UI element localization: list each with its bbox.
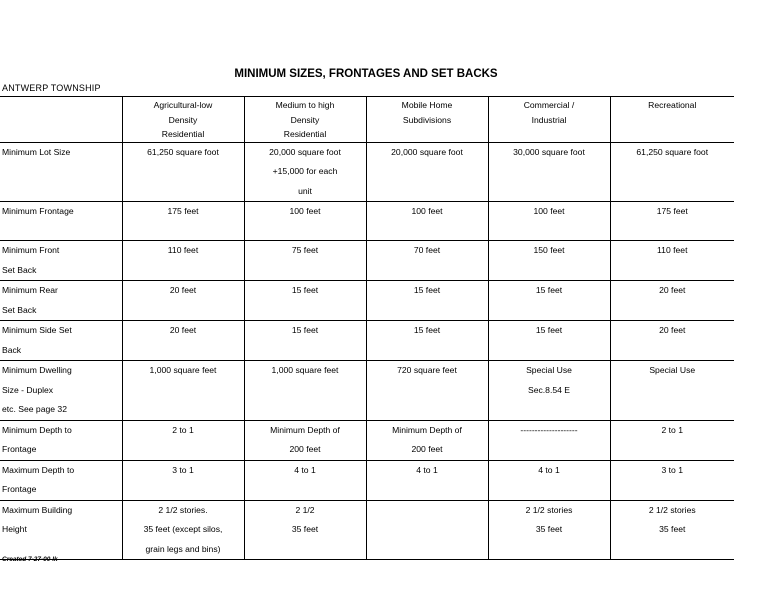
table-cell [366,460,488,500]
table-cell-line: 175 feet [167,206,199,216]
table-cell-line: Minimum Depth of [270,424,340,435]
table-cell-line: 200 feet [411,444,443,454]
table-cell [244,202,366,241]
table-cell-line: 20 feet [169,325,197,335]
row-label-line: Set Back [2,264,37,275]
table-cell [366,361,488,421]
table-cell [610,460,734,500]
table-cell [122,202,244,241]
table-cell-line: 720 square feet [397,365,457,375]
row-label-line: Height [2,524,27,534]
table-cell-line: 15 feet [535,325,563,335]
table-cell-line: 100 feet [533,206,565,216]
header-blank-cell [0,97,122,143]
table-cell [610,241,734,281]
table-cell-line: 110 feet [167,245,199,255]
table-cell [122,321,244,361]
table-cell-line: 20 feet [169,285,197,295]
table-cell-line: 20 feet [659,285,686,295]
table-cell-line: 35 feet [659,524,686,534]
table-cell [366,241,488,281]
table-cell-line: 75 feet [291,245,319,255]
table-row [0,361,734,421]
column-header [122,97,244,143]
column-header [610,97,734,143]
table-cell [488,420,610,460]
table-cell-line: Special Use [649,365,696,375]
table-cell-line: Special Use [526,365,572,375]
table-cell [366,321,488,361]
table-cell-line: 15 feet [413,325,441,335]
table-cell-line: 15 feet [291,325,319,335]
table-cell-line: 4 to 1 [294,464,316,475]
table-cell-line: 35 feet (except silos, [143,524,223,534]
table-cell [244,500,366,560]
row-label-line: Size - Duplex [2,384,54,395]
table-row [0,241,734,281]
setbacks-table [0,96,734,560]
table-row [0,142,734,202]
column-header-line: Recreational [648,100,697,110]
table-cell-line: 2 to 1 [172,424,194,435]
table-cell [244,241,366,281]
column-header-line: Mobile Home [401,100,453,110]
table-cell-line: 1,000 square feet [271,365,339,375]
table-cell [488,142,610,202]
table-cell [122,361,244,421]
table-row [0,420,734,460]
row-label-line: Frontage [2,484,37,494]
table-cell-line: 1,000 square feet [149,365,217,375]
row-label-line: Set Back [2,304,37,315]
table-cell-line: grain legs and bins) [145,543,221,554]
table-cell [610,500,734,560]
header-row [0,97,734,143]
organization-name: ANTWERP TOWNSHIP [2,83,101,93]
table-cell-line: 30,000 square foot [513,146,585,157]
table-cell-line: +15,000 for each [272,166,338,176]
table-cell-line: 35 feet [291,524,319,534]
row-label-line: etc. See page 32 [2,404,67,414]
table-row [0,321,734,361]
table-cell [244,361,366,421]
column-header-line: Industrial [531,114,567,125]
table-cell [122,420,244,460]
table-cell-line: 15 feet [535,285,563,295]
table-cell-line: 61,250 square foot [147,146,219,157]
table-cell [610,321,734,361]
row-label-line: Minimum Side Set [2,325,72,335]
table-cell-line: Sec.8.54 E [527,384,571,395]
row-label-line: Back [2,344,22,355]
column-header [366,97,488,143]
row-label-line: Minimum Front [2,245,60,255]
table-cell-line: 61,250 square foot [636,146,709,157]
row-label [0,420,122,460]
table-cell [610,142,734,202]
table-cell [366,281,488,321]
table-cell-line: 4 to 1 [538,464,560,475]
row-label [0,361,122,421]
row-label-line: Minimum Rear [2,285,58,295]
table-cell-line: 2 1/2 stories. [158,504,208,515]
footer-note: Created 7-27-00 lk [2,556,58,563]
table-cell [244,281,366,321]
document-title: MINIMUM SIZES, FRONTAGES AND SET BACKS [234,68,498,80]
row-label [0,281,122,321]
table-cell-line: 100 feet [289,206,321,216]
column-header-line: Density [290,114,320,125]
row-label [0,460,122,500]
column-header-line: Commercial / [523,100,575,110]
table-cell [366,420,488,460]
row-label-line: Minimum Frontage [2,206,74,216]
table-cell-line: 200 feet [289,444,321,454]
table-cell-line: 70 feet [413,245,441,255]
table-cell [366,142,488,202]
column-header-line: Subdivisions [402,114,452,125]
table-cell-line: 3 to 1 [172,464,194,475]
row-label-line: Maximum Building [2,504,73,515]
column-header-line: Agricultural-low [153,100,213,110]
table-cell [488,241,610,281]
column-header-line: Medium to high [275,100,335,110]
column-header [488,97,610,143]
table-row [0,460,734,500]
table-cell [488,460,610,500]
table-cell [122,281,244,321]
table-cell [122,241,244,281]
table-cell [244,321,366,361]
row-label-line: Minimum Dwelling [2,365,72,375]
table-cell-line: 2 1/2 stories [525,504,573,515]
table-cell [488,500,610,560]
row-label-line: Minimum Depth to [2,424,72,435]
table-cell-line: 20 feet [659,325,686,335]
table-row [0,500,734,560]
row-label [0,500,122,560]
table-row [0,281,734,321]
table-cell-line: 150 feet [533,245,565,255]
table-cell [610,420,734,460]
row-label [0,241,122,281]
table-body [0,97,734,560]
column-header [244,97,366,143]
table-cell-line: 2 1/2 [295,504,315,515]
table-cell-line: 2 to 1 [661,424,683,435]
table-cell [488,202,610,241]
table-cell [122,500,244,560]
table-cell-line: 175 feet [656,206,688,216]
table-cell-line: 110 feet [657,245,688,255]
column-header-line: Residential [283,129,327,139]
column-header-line: Residential [161,129,205,139]
table-cell [488,321,610,361]
table-row [0,202,734,241]
table-cell [244,460,366,500]
table-cell [122,142,244,202]
row-label [0,142,122,202]
table-cell [122,460,244,500]
table-cell [244,142,366,202]
table-cell-line: 35 feet [535,524,563,534]
table-cell [610,281,734,321]
table-cell-line: 20,000 square foot [391,146,463,157]
table-cell [488,281,610,321]
table-cell [244,420,366,460]
table-cell-line: 3 to 1 [661,464,683,475]
row-label-line: Frontage [2,444,37,454]
row-label [0,321,122,361]
table-cell-line: 15 feet [291,285,319,295]
table-cell-line: unit [298,185,312,196]
table-cell-line: 4 to 1 [416,464,438,475]
table-cell [366,202,488,241]
table-cell-line: 20,000 square foot [269,146,341,157]
row-label [0,202,122,241]
column-header-line: Density [168,114,198,125]
table-cell [366,500,488,560]
row-label-line: Maximum Depth to [2,464,75,475]
table-cell [610,361,734,421]
table-cell-line: Minimum Depth of [392,424,462,435]
table-cell-line: 100 feet [411,206,443,216]
table-cell [488,361,610,421]
row-label-line: Minimum Lot Size [2,146,71,157]
table-cell [610,202,734,241]
table-cell-line: 15 feet [413,285,441,295]
table-cell-line: 2 1/2 stories [648,504,696,515]
table-cell-line: -------------------- [520,424,578,435]
